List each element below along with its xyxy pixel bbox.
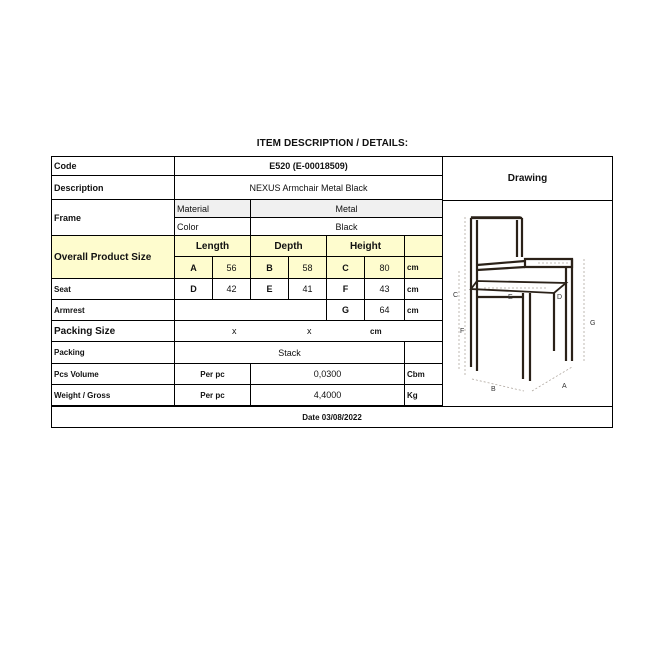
armrest-unit: cm: [405, 300, 443, 321]
e-value: 41: [289, 279, 327, 300]
code-label: Code: [52, 157, 175, 176]
page-title: ITEM DESCRIPTION / DETAILS:: [256, 138, 409, 149]
f-letter: F: [327, 279, 365, 300]
weight-value: 4,4000: [251, 385, 405, 406]
length-header: Length: [175, 236, 251, 257]
d-value: 42: [213, 279, 251, 300]
g-letter: G: [327, 300, 365, 321]
pcs-volume-per: Per pc: [175, 364, 251, 385]
weight-label: Weight / Gross: [52, 385, 175, 406]
pcs-volume-unit: Cbm: [405, 364, 443, 385]
packing-blank-cell: [405, 342, 443, 364]
b-letter: B: [251, 257, 289, 279]
drawing-header: Drawing: [443, 157, 612, 201]
c-value: 80: [365, 257, 405, 279]
a-value: 56: [213, 257, 251, 279]
b-value: 58: [289, 257, 327, 279]
height-header: Height: [327, 236, 405, 257]
drawing-letter-g: G: [590, 320, 596, 327]
c-letter: C: [327, 257, 365, 279]
pcs-volume-label: Pcs Volume: [52, 364, 175, 385]
material-value: Metal: [251, 200, 443, 218]
weight-per: Per pc: [175, 385, 251, 406]
drawing-letter-f: F: [460, 328, 465, 335]
d-letter: D: [175, 279, 213, 300]
g-value: 64: [365, 300, 405, 321]
packing-size-x2: x: [307, 326, 312, 336]
color-value: Black: [251, 218, 443, 236]
armchair-drawing: [444, 201, 612, 406]
weight-unit: Kg: [405, 385, 443, 406]
date-footer: Date 03/08/2022: [52, 406, 612, 427]
frame-label: Frame: [52, 200, 175, 236]
packing-value: Stack: [175, 342, 405, 364]
code-value: E520 (E-00018509): [175, 157, 443, 176]
packing-size-x1: x: [232, 326, 237, 336]
pcs-volume-value: 0,0300: [251, 364, 405, 385]
f-value: 43: [365, 279, 405, 300]
drawing-letter-e: E: [508, 294, 513, 301]
armrest-label: Armrest: [52, 300, 175, 321]
header-blank-cell: [405, 236, 443, 257]
overall-size-label: Overall Product Size: [52, 236, 175, 279]
drawing-letter-b: B: [491, 386, 496, 393]
e-letter: E: [251, 279, 289, 300]
drawing-letter-d: D: [557, 294, 563, 301]
material-label: Material: [175, 200, 251, 218]
armrest-blank-cell: [175, 300, 327, 321]
a-letter: A: [175, 257, 213, 279]
depth-header: Depth: [251, 236, 327, 257]
drawing-letter-a: A: [562, 383, 567, 390]
color-label: Color: [175, 218, 251, 236]
overall-unit: cm: [405, 257, 443, 279]
seat-label: Seat: [52, 279, 175, 300]
details-table: [51, 156, 613, 428]
description-label: Description: [52, 176, 175, 200]
seat-unit: cm: [405, 279, 443, 300]
description-value: NEXUS Armchair Metal Black: [175, 176, 443, 200]
packing-size-cell: [175, 321, 443, 342]
packing-size-unit: cm: [370, 326, 382, 336]
packing-label: Packing: [52, 342, 175, 364]
packing-size-label: Packing Size: [52, 321, 175, 342]
drawing-letter-c: C: [453, 292, 459, 299]
